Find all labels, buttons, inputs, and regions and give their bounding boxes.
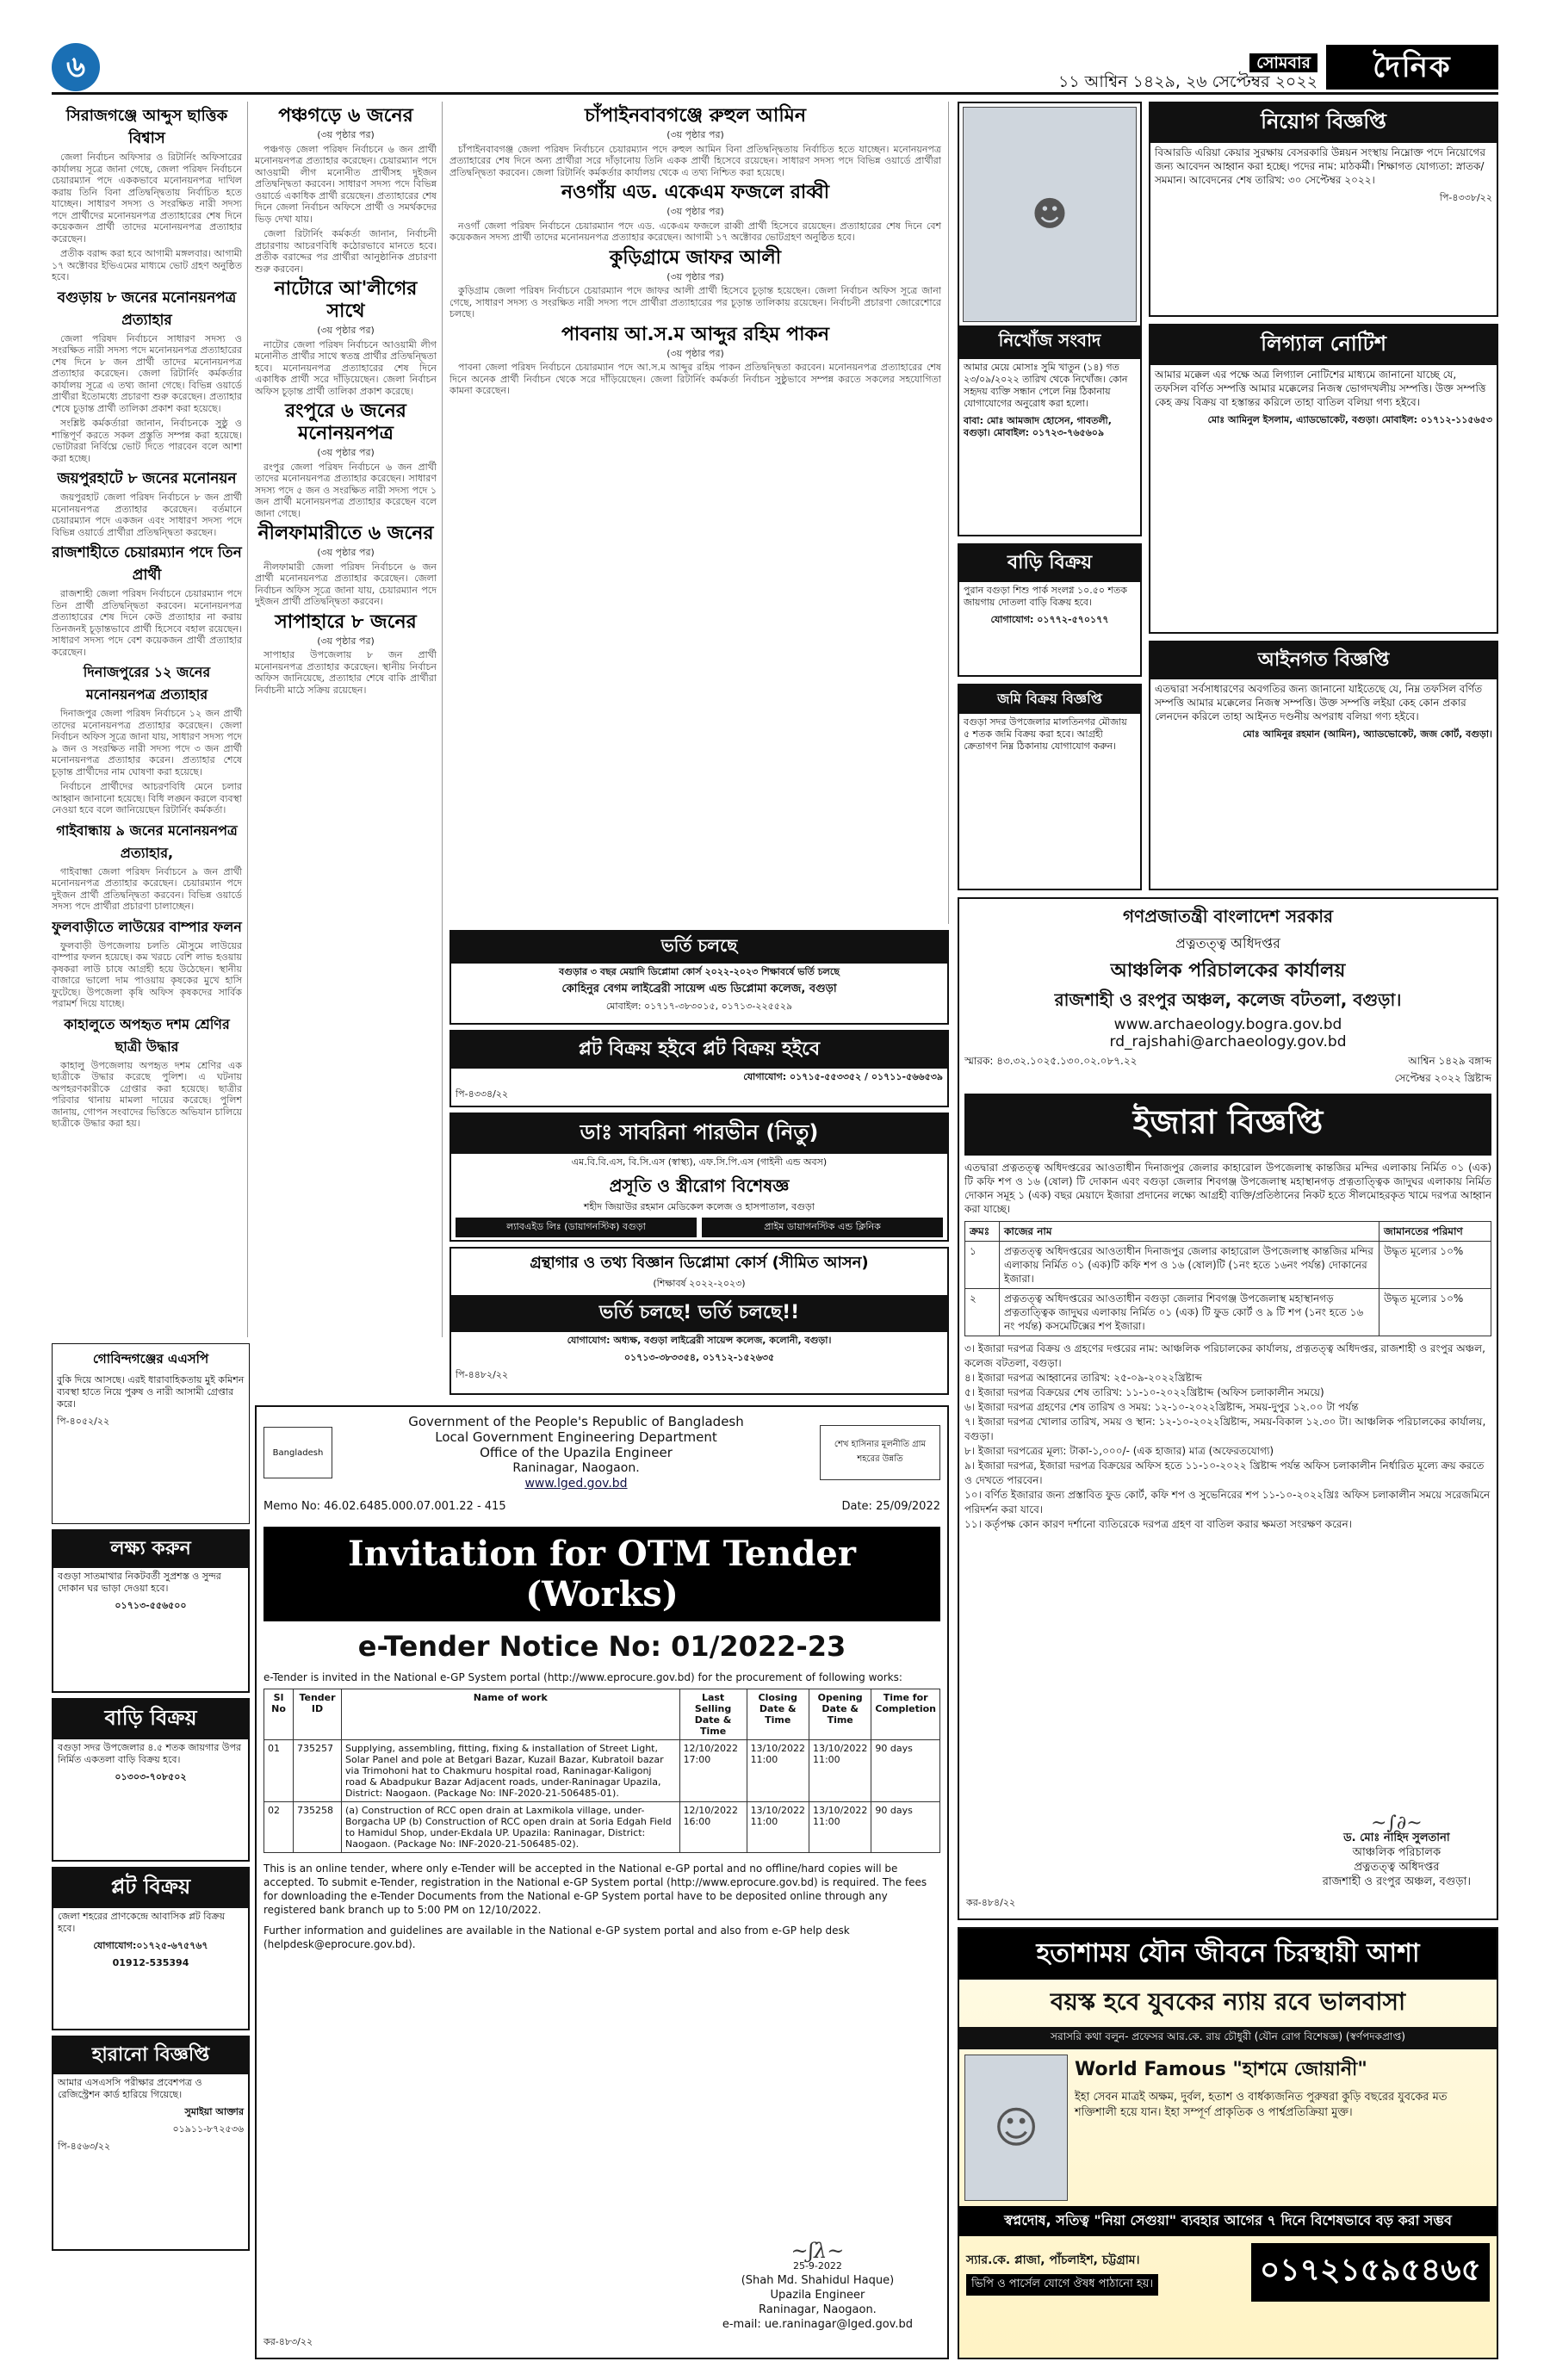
ad-headline-2: বয়স্ক হবে যুবকের ন্যায় রবে ভালবাসা (1050, 1987, 1406, 2016)
region-label: রাজশাহী ও রংপুর অঞ্চল, কলেজ বটতলা, বগুড়া। (1054, 989, 1402, 1010)
ad-text: আমার এসএসসি পরীক্ষার প্রবেশপত্র ও রেজিস্ট্রেশন কার্ড হারিয়ে গিয়েছে। (58, 2077, 202, 2100)
continued-label: (৩য় পৃষ্ঠার পর) (317, 635, 375, 647)
ad-text: বিআরডি এরিয়া কেয়ার সুরক্ষায় বেসরকারি উন্নয়ন সংস্থায় নিম্নোক্ত পদে নিয়োগের জন্য আবেদন আহ্বান করা হচ্ছে। পদের নাম: মাঠকর্মী। শিক্ষাগত যোগ্যতা: স্নাতক/সমমান। আবেদনের শেষ তারিখ: ৩০ সেপ্টেম্বর ২০২২। (1155, 146, 1485, 186)
ad-text: বগুড়া সদর উপজেলার মালতিনগর মৌজায় ৫ শতক জমি বিক্রয় করা হবে। আগ্রহী ক্রেতাগণ নিম্ন ঠিকানায় যোগাযোগ করুন। (964, 716, 1127, 752)
table-header: ক্রমঃ (965, 1222, 1000, 1242)
ad-title: প্লট বিক্রয় হইবে প্লট বিক্রয় হইবে (451, 1032, 947, 1069)
classified-ad (52, 1343, 250, 1524)
signature-mark: ~∫∂~ (1370, 1813, 1423, 1834)
table-cell: উদ্ধৃত মূল্যের ১০% (1380, 1242, 1491, 1289)
ad-title: প্লট বিক্রয় (53, 1869, 248, 1908)
headline: কুড়িগ্রামে জাফর আলী (609, 246, 782, 269)
list-item: ১১। কর্তৃপক্ষ কোন কারণ দর্শানো ব্যতিরেকে দরপত্র গ্রহণ বা বাতিল করার ক্ষমতা সংরক্ষণ করেন। (964, 1518, 1352, 1530)
ad-phone: ০১৯১১-৮৭২৫৩৬ (172, 2123, 244, 2135)
continued-label: (৩য় পৃষ্ঠার পর) (666, 347, 724, 359)
continued-label: (৩য় পৃষ্ঠার পর) (317, 547, 375, 558)
page-number-badge: ৬ (52, 43, 100, 91)
mujib-logo: শেখ হাসিনার মূলনীতি গ্রাম শহরের উন্নতি (820, 1425, 940, 1480)
date-label: ১১ আশ্বিন ১৪২৯, ২৬ সেপ্টেম্বর ২০২২ (1057, 72, 1318, 91)
table-header: Closing Date & Time (747, 1689, 809, 1740)
signer-place: Raninagar, Naogaon. (759, 2303, 877, 2316)
headline: দিনাজপুরের ১২ জনের মনোনয়নপত্র প্রত্যাহার (83, 664, 211, 703)
headline: গাইবান্ধায় ৯ জনের মনোনয়নপত্র প্রত্যাহার, (56, 821, 238, 861)
legal-notice-ad (1149, 324, 1498, 634)
headline: রাজশাহীতে চেয়ারম্যান পদে তিন প্রার্থী (52, 544, 242, 584)
ad-address: স্যার.কে. প্লাজা, পাঁচলাইশ, চট্টগ্রাম। (966, 2253, 1140, 2267)
ad-ref: পি-৪৩৩৪/২২ (456, 1088, 509, 1100)
ad-phone: ০১৩০৩-৭০৮৫০২ (115, 1771, 187, 1782)
table-cell: 13/10/2022 11:00 (809, 1740, 871, 1802)
ad-phone: যোগাযোগ: ০১৭৭২-৫৭০১৭৭ (990, 614, 1109, 625)
ad-text: পুরান বগুড়া শিশু পার্ক সংলগ্ন ১০.৫০ শতক জায়গায় দোতলা বাড়ি বিক্রয় হবে। (964, 585, 1127, 608)
gov-label: Government of the People's Republic of Bangladesh (408, 1414, 744, 1429)
doctor-specialty: প্রসূতি ও স্ত্রীরোগ বিশেষজ্ঞ (609, 1175, 790, 1196)
table-cell: 735258 (294, 1802, 342, 1853)
tender-title: Invitation for OTM Tender (Works) (264, 1527, 940, 1621)
tender-notice-number: e-Tender Notice No: 01/2022-23 (357, 1630, 846, 1663)
continued-label: (৩য় পৃষ্ঠার পর) (317, 129, 375, 140)
table-row (965, 1289, 1491, 1336)
headline: বগুড়ায় ৮ জনের মনোনয়নপত্র প্রত্যাহার (57, 288, 237, 329)
table-header: জামানতের পরিমাণ (1380, 1222, 1491, 1242)
ad-session: (শিক্ষাবর্ষ ২০২২-২০২৩) (653, 1278, 746, 1289)
list-item: ৩। ইজারা দরপত্র বিক্রয় ও গ্রহণের দপ্তরের নাম: আঞ্চলিক পরিচালকের কার্যালয়, প্রত্নতত্ত্ব অধিদপ্তর, রাজশাহী ও রংপুর অঞ্চল, কলেজ বটতলা, বগুড়া। (964, 1342, 1485, 1369)
continued-label: (৩য় পৃষ্ঠার পর) (666, 206, 724, 217)
ad-text: আমার মক্কেল এর পক্ষে অত্র লিগ্যাল নোটিশের মাধ্যমে জানানো যাচ্ছে যে, তফসিল বর্ণিত সম্পত্তি আমার মক্কেলের নিজস্ব ভোগদখলীয় সম্পত্তি। উক্ত সম্পত্তি কেহ ক্রয় বিক্রয় বা হস্তান্তর করিলে তাহা বাতিল বলিয়া গণ্য হইবে। (1155, 369, 1486, 408)
office-label: আঞ্চলিক পরিচালকের কার্যালয় (1110, 960, 1346, 982)
table-cell: 01 (264, 1740, 294, 1802)
ad-phone: 01912-535394 (112, 1957, 189, 1968)
news-column-1: সিরাজগঞ্জে আব্দুস ছাত্তিক বিশ্বাস জেলা নির্বাচন অফিসার ও রিটার্নিং অফিসারের কার্যালয় সূত্রে জানা গেছে, জেলা পরিষদ নির্বাচনে চেয়ারম্যান পদে এককভাবে মনোনয়নপত্র দাখিল করায় তিনি বিনা প্রতিদ্বন্দ্বিতায় নির্বাচিত হতে যাচ্ছেন। সাধারণ সদস্য ও সংরক্ষিত নারী সদস্য পদে প্রার্থীদের মনোনয়নপত্র প্রত্যাহারের শেষ দিনে কয়েকজন প্রার্থী তাদের মনোনয়নপত্র প্রত্যাহার করেছেন। প্রতীক বরাদ্দ করা হবে আগামী মঙ্গলবার। আগামী ১৭ অক্টোবর ইভিএমের মাধ্যমে ভোট গ্রহণ অনুষ্ঠিত হবে। বগুড়ায় ৮ জনের মনোনয়নপত্র প্রত্যাহার জেলা পরিষদ নির্বাচনে সাধারণ সদস্য ও সংরক্ষিত নারী সদস্য পদে মনোনয়নপত্র প্রত্যাহারের শেষ দিনে ৮ জন প্রার্থী তাদের মনোনয়নপত্র প্রত্যাহার করেছেন। জেলা রিটার্নিং কর্মকর্তার কার্যালয় সূত্রে এ তথ্য জানা গেছে। বিভিন্ন ওয়ার্ডে প্রার্থীরা ইতোমধ্যে প্রচারণা শুরু করেছেন। প্রত্যাহার শেষে চূড়ান্ত প্রার্থী তালিকা প্রকাশ করা হয়েছে। সংশ্লিষ্ট কর্মকর্তারা জানান, নির্বাচনকে সুষ্ঠু ও শান্তিপূর্ণ করতে সকল প্রস্তুতি সম্পন্ন করা হয়েছে। ভোটাররা নির্বিঘ্নে ভোট দিতে পারবেন বলে আশা করা হচ্ছে। জয়পুরহাটে ৮ জনের মনোনয়ন জয়পুরহাট জেলা পরিষদ নির্বাচনে ৮ জন প্রার্থী মনোনয়নপত্র প্রত্যাহার করেছেন। বর্তমানে চেয়ারম্যান পদে একজন এবং সাধারণ সদস্য পদে বিভিন্ন ওয়ার্ডে প্রার্থীরা প্রতিদ্বন্দ্বিতা করছেন। রাজশাহীতে চেয়ারম্যান পদে তিন প্রার্থী রাজশাহী জেলা পরিষদ নির্বাচনে চেয়ারম্যান পদে তিন প্রার্থী প্রতিদ্বন্দ্বিতা করবেন। মনোনয়নপত্র প্রত্যাহারের শেষ দিনে কেউ প্রত্যাহার না করায় তিনজনই চূড়ান্তভাবে প্রার্থী হিসেবে বহাল রয়েছেন। সাধারণ সদস্য পদে বেশ কয়েকজন প্রার্থী প্রত্যাহার করেছেন। দিনাজপুরের ১২ জনের মনোনয়নপত্র প্রত্যাহার দিনাজপুর জেলা পরিষদ নির্বাচনে ১২ জন প্রার্থী তাদের মনোনয়নপত্র প্রত্যাহার করেছেন। জেলা নির্বাচন অফিস সূত্রে জানা যায়, সাধারণ সদস্য পদে ৯ জন ও সংরক্ষিত নারী সদস্য পদে ৩ জন প্রার্থী মনোনয়নপত্র প্রত্যাহার করেন। প্রত্যাহার শেষে চূড়ান্ত প্রার্থীদের নাম ঘোষণা করা হয়েছে। নির্বাচনে প্রার্থীদের আচরণবিধি মেনে চলার আহ্বান জানানো হয়েছে। বিধি লঙ্ঘন করলে ব্যবস্থা নেওয়া হবে বলে জানিয়েছেন রিটার্নিং কর্মকর্তা। গাইবান্ধায় ৯ জনের মনোনয়নপত্র প্রত্যাহার, গাইবান্ধা জেলা পরিষদ নির্বাচনে ৯ জন প্রার্থী মনোনয়নপত্র প্রত্যাহার করেছেন। চেয়ারম্যান পদে দুইজন প্রার্থী প্রতিদ্বন্দ্বিতা করবেন। বিভিন্ন ওয়ার্ডে সদস্য পদে প্রার্থীরা প্রচারণা চালাচ্ছেন। ফুলবাড়ীতে লাউয়ের বাম্পার ফলন ফুলবাড়ী উপজেলায় চলতি মৌসুমে লাউয়ের বাম্পার ফলন হয়েছে। কম খরচে বেশি লাভ হওয়ায় কৃষকরা লাউ চাষে আগ্রহী হয়ে উঠেছেন। স্থানীয় বাজারে ভালো দাম পাওয়ায় কৃষকের মুখে হাসি ফুটেছে। উপজেলা কৃষি অফিস কৃষকদের সার্বিক পরামর্শ দিয়ে যাচ্ছে। কাহালুতে অপহৃত দশম শ্রেণির ছাত্রী উদ্ধার কাহালু উপজেলায় অপহৃত দশম শ্রেণির এক ছাত্রীকে উদ্ধার করেছে পুলিশ। এ ঘটনায় অপহরণকারীকে গ্রেপ্তার করা হয়েছে। ছাত্রীর পরিবার থানায় মামলা দায়ের করেছে। পুলিশ জানায়, গোপন সংবাদের ভিত্তিতে অভিযান চালিয়ে ছাত্রীকে উদ্ধার করা হয়। (52, 102, 248, 1337)
headline: সিরাজগঞ্জে আব্দুস ছাত্তিক বিশ্বাস (65, 107, 228, 147)
memo-number: স্মারক: ৪৩.৩২.১০২৫.১৩০.০২.০৮৭.২২ (964, 1055, 1138, 1067)
house-sale-ad (958, 543, 1142, 677)
date-bangla: আশ্বিন ১৪২৯ বঙ্গাব্দ (1408, 1055, 1491, 1067)
doctor-hospital: শহীদ জিয়াউর রহমান মেডিকেল কলেজ ও হাসপাতাল, বগুড়া (584, 1201, 815, 1212)
headline: জয়পুরহাটে ৮ জনের মনোনয়ন (57, 470, 237, 487)
ad-contact: বাবা: মোঃ আমজাদ হোসেন, গাবতলী, বগুড়া। মোবাইল: ০১৭২৩-৭৬৫৬০৯ (964, 415, 1112, 438)
ad-text: বগুড়ার ৩ বছর মেয়াদি ডিপ্লোমা কোর্স ২০২২-২০২৩ শিক্ষাবর্ষে ভর্তি চলছে (559, 966, 840, 977)
ad-phone: মোবাইল: ০১৭১৭-৩৮৩০১৫, ০১৭১৩-২২৫৫২৯ (605, 1001, 793, 1012)
signer-title: প্রত্নতত্ত্ব অধিদপ্তর (1354, 1861, 1440, 1874)
newspaper-masthead: দৈনিক (1326, 45, 1498, 90)
left-ads-stack (52, 1343, 250, 2359)
headline: রংপুরে ৬ জনের মনোনয়নপত্র (285, 400, 406, 444)
doctor-ad (450, 1113, 949, 1242)
headline: নাটোরে আ'লীগের সাথে (274, 278, 418, 322)
table-cell: 13/10/2022 11:00 (747, 1740, 809, 1802)
land-sale-ad (958, 684, 1142, 890)
continued-label: (৩য় পৃষ্ঠার পর) (317, 325, 375, 336)
lease-notice (958, 897, 1498, 1920)
ad-sign: মোঃ আমিনুর রহমান (আমিন), অ্যাডভোকেট, জজ কোর্ট, বগুড়া। (1243, 728, 1492, 740)
signer-title: আঞ্চলিক পরিচালক (1352, 1846, 1442, 1859)
ad-banner: ভর্তি চলছে! ভর্তি চলছে!! (451, 1295, 947, 1332)
signature-mark: ~ʃλ~ (790, 2239, 845, 2263)
table-cell: 13/10/2022 11:00 (809, 1802, 871, 1853)
ad-ref: পি-৪৫৬৩/২২ (58, 2141, 111, 2152)
classified-ad (52, 2036, 250, 2251)
sign-date: 25-9-2022 (792, 2260, 842, 2272)
website-link[interactable]: www.archaeology.bogra.gov.bd (1113, 1016, 1342, 1033)
table-cell: ১ (965, 1242, 1000, 1289)
classified-ad (52, 1698, 250, 1862)
headline: নীলফামারীতে ৬ জনের (257, 523, 434, 544)
table-row (264, 1740, 940, 1802)
email-link[interactable]: e-mail: ue.raninagar@lged.gov.bd (722, 2318, 913, 2331)
table-header: কাজের নাম (1000, 1222, 1380, 1242)
ad-title: ভর্তি চলছে (451, 932, 947, 964)
news-column-3: চাঁপাইনবাবগঞ্জে রুহুল আমিন (৩য় পৃষ্ঠার পর) চাঁপাইনবাবগঞ্জ জেলা পরিষদ নির্বাচনে চেয়ারম্যান পদে রুহুল আমিন বিনা প্রতিদ্বন্দ্বিতায় নির্বাচিত হতে যাচ্ছেন। মনোনয়নপত্র প্রত্যাহারের শেষ দিনে অন্য প্রার্থীরা সরে দাঁড়ানোয় তিনি একক প্রার্থী হিসেবে রয়েছেন। সাধারণ সদস্য পদে বিভিন্ন ওয়ার্ডে প্রার্থীরা প্রতিদ্বন্দ্বিতা করবেন। জেলা রিটার্নিং কর্মকর্তার কার্যালয় থেকে এ তথ্য নিশ্চিত করা হয়েছে। নওগাঁয় এড. একেএম ফজলে রাব্বী (৩য় পৃষ্ঠার পর) নওগাঁ জেলা পরিষদ নির্বাচনে চেয়ারম্যান পদে এড. একেএম ফজলে রাব্বী প্রার্থী হিসেবে রয়েছেন। প্রত্যাহারের শেষ দিনে বেশ কয়েকজন সদস্য প্রার্থী তাদের মনোনয়নপত্র প্রত্যাহার করেছেন। আগামী ১৭ অক্টোবর ভোটগ্রহণ অনুষ্ঠিত হবে। কুড়িগ্রামে জাফর আলী (৩য় পৃষ্ঠার পর) কুড়িগ্রাম জেলা পরিষদ নির্বাচনে চেয়ারম্যান পদে জাফর আলী প্রার্থী হিসেবে চূড়ান্ত হয়েছেন। জেলা নির্বাচন অফিস সূত্রে জানা গেছে, সাধারণ সদস্য ও সংরক্ষিত নারী সদস্য পদে প্রার্থীরা প্রত্যাহারের পর চূড়ান্ত তালিকায় রয়েছেন। নির্বাচনী প্রচারণা জোরেশোরে চলছে। পাবনায় আ.স.ম আব্দুর রহিম পাকন (৩য় পৃষ্ঠার পর) পাবনা জেলা পরিষদ নির্বাচনে চেয়ারম্যান পদে আ.স.ম আব্দুর রহিম পাকন প্রতিদ্বন্দ্বিতা করবেন। মনোনয়নপত্র প্রত্যাহারের শেষ দিনে অনেক প্রার্থী নির্বাচন থেকে সরে দাঁড়িয়েছেন। জেলা রিটার্নিং কর্মকর্তা নির্বাচন সুষ্ঠুভাবে সম্পন্ন করতে সকলের সহযোগিতা কামনা করেছেন। (450, 102, 949, 924)
notice-title: ইজারা বিজ্ঞপ্তি (964, 1094, 1491, 1156)
table-header: Opening Date & Time (809, 1689, 871, 1740)
law-notice-ad (1149, 641, 1498, 890)
table-row (264, 1802, 940, 1853)
ad-title: জমি বিক্রয় বিজ্ঞপ্তি (959, 685, 1140, 714)
table-cell: 735257 (294, 1740, 342, 1802)
table-cell: ২ (965, 1289, 1000, 1336)
table-header: Time for Completion (871, 1689, 940, 1740)
list-item: ৬। ইজারা দরপত্র গ্রহণের শেষ তারিখ ও সময়: ১২-১০-২০২২খ্রিষ্টাব্দ, সময়-দুপুর ১২.০০ টা পর্যন্ত (964, 1401, 1359, 1413)
signer-title: Upazila Engineer (770, 2289, 865, 2302)
job-notice-ad (1149, 102, 1498, 317)
website-link[interactable]: www.lged.gov.bd (524, 1477, 628, 1491)
ad-text: জেলা শহরের প্রাণকেন্দ্রে আবাসিক প্লট বিক্রয় হবে। (58, 1911, 226, 1934)
table-cell: 90 days (871, 1740, 940, 1802)
ad-title: লক্ষ্য করুন (53, 1531, 248, 1568)
ad-title: নিয়োগ বিজ্ঞপ্তি (1150, 103, 1497, 143)
classified-ad (52, 1867, 250, 2030)
doctor-degree: এম.বি.বি.এস, বি.সি.এস (স্বাস্থ্য), এফ.সি.পি.এস (গাইনী এন্ড অবস) (571, 1156, 828, 1168)
table-row (965, 1242, 1491, 1289)
notice-intro: এতদ্বারা প্রত্নতত্ত্ব অধিদপ্তরের আওতাধীন দিনাজপুর জেলার কাহারোল উপজেলাস্থ কান্তজির মন্দির এলাকায় নির্মিত ০১ (এক) টি কফি শপ ও ১৬ (ষোল) টি দোকান এবং বগুড়া জেলার শিবগঞ্জ উপজেলাস্থ মহাস্থানগড় প্রত্নতাত্ত্বিক জাদুঘর এলাকায় নির্মিত দোকান সমূহ ১ (এক) বছর মেয়াদে ইজারা প্রদানের লক্ষ্যে আগ্রহী ব্যক্তি/প্রতিষ্ঠানের নিকট হতে সীলমোহরকৃত খামে দরপত্র আহ্বান করা যাচ্ছে। (964, 1162, 1491, 1215)
ad-title: লিগ্যাল নোটিশ (1150, 325, 1497, 365)
ad-title: গ্রন্থাগার ও তথ্য বিজ্ঞান ডিপ্লোমা কোর্স (সীমিত আসন) (530, 1254, 869, 1272)
table-cell: 90 days (871, 1802, 940, 1853)
list-item: ৫। ইজারা দরপত্র বিক্রয়ের শেষ তারিখ: ১১-১০-২০২২খ্রিষ্টাব্দ (অফিস চলাকালীন সময়ে) (964, 1386, 1324, 1398)
ad-text: বগুড়া সাতমাথার নিকটবর্তী সুপ্রশস্ত ও সুন্দর দোকান ঘর ভাড়া দেওয়া হবে। (58, 1571, 221, 1594)
ad-sign: মোঃ আমিনুল ইসলাম, এ্যাডভোকেট, বগুড়া। মোবাইল: ০১৭১২-১১৫৬৫৩ (1207, 414, 1492, 425)
signer-name: (Shah Md. Shahidul Haque) (741, 2274, 895, 2287)
list-item: ৭। ইজারা দরপত্র খোলার তারিখ, সময় ও স্থান: ১২-১০-২০২২খ্রিষ্টাব্দ, সময়-বিকাল ১২.৩০ টা। আঞ্চলিক পরিচালকের কার্যালয়, বগুড়া। (964, 1416, 1486, 1442)
tender-notice (255, 1405, 949, 2359)
ad-contact: যোগাযোগ: অধ্যক্ষ, বগুড়া লাইব্রেরী সায়েন্স কলেজ, কলোনী, বগুড়া। (567, 1335, 832, 1346)
ad-ref: পি-৪০৫২/২২ (57, 1416, 110, 1427)
ad-title: হারানো বিজ্ঞপ্তি (53, 2037, 248, 2074)
headline: চাঁপাইনবাবগঞ্জে রুহুল আমিন (584, 105, 806, 127)
continued-label: (৩য় পৃষ্ঠার পর) (666, 270, 724, 282)
place-label: Raninagar, Naogaon. (512, 1461, 640, 1475)
table-cell: প্রত্নতত্ত্ব অধিদপ্তরের আওতাধীন দিনাজপুর জেলার কাহারোল উপজেলাস্থ কান্তজির মন্দির এলাকায় নির্মিত ০১ (এক)টি কফি শপ ও ১৬ (ষোল)টি (১নং হতে ১৬নং পর্যন্ত) দোকানের ইজারা। (1000, 1242, 1380, 1289)
health-product-ad (958, 1927, 1498, 2359)
ad-phone: ০১৭১৩-৫৫৬৫০০ (115, 1600, 187, 1611)
ad-consult: সরাসরি কথা বলুন- প্রফেসর আর.কে. রায় চৌধুরী (যৌন রোগ বিশেষজ্ঞ) (স্বর্ণপদকপ্রাপ্ত) (959, 2027, 1497, 2049)
table-header: Last Selling Date & Time (679, 1689, 747, 1740)
classified-ad (52, 1529, 250, 1693)
continued-label: (৩য় পৃষ্ঠার পর) (666, 129, 724, 140)
ad-phone: যোগাযোগ: ০১৭১৫-৫৫৩৩৫২ / ০১৭১১-৫৬৬৫৩৯ (743, 1071, 943, 1082)
ad-headline: হতাশাময় যৌন জীবনে চিরস্থায়ী আশা (959, 1929, 1497, 1980)
product-name: World Famous "হাশমে জোয়ানী" (1075, 2059, 1367, 2080)
signer-name: ড. মোঃ নাহিদ সুলতানা (1343, 1831, 1450, 1844)
admission-ad (450, 1247, 949, 1395)
doctor-name: ডাঃ সাবরিনা পারভীন (নিতু) (451, 1114, 947, 1154)
lease-table (964, 1221, 1491, 1336)
ad-ref: কর-৪৮৩/২২ (264, 2336, 313, 2347)
table-header: Sl No (264, 1689, 294, 1740)
email-link[interactable]: rd_rajshahi@archaeology.gov.bd (1109, 1033, 1347, 1051)
admission-ad (450, 930, 949, 1025)
ad-title: আইনগত বিজ্ঞপ্তি (1150, 642, 1497, 679)
dept-label: প্রত্নতত্ত্ব অধিদপ্তর (1175, 935, 1280, 951)
table-cell: 12/10/2022 16:00 (679, 1802, 747, 1853)
dept-label: Local Government Engineering Department (435, 1429, 717, 1445)
ad-courier: ভিপি ও পার্সেল যোগে ঔষধ পাঠানো হয়। (966, 2274, 1158, 2296)
ad-ref: কর-৪৮৪/২২ (966, 1897, 1016, 1908)
ad-phone: ০১৭১৩-৩৮৩৩৫৪, ০১৭১২-১৫২৬৩৫ (623, 1352, 775, 1363)
ad-college: কোহিনুর বেগম লাইব্রেরী সায়েন্স এন্ড ডিপ্লোমা কলেজ, বগুড়া (561, 982, 837, 995)
lged-logo: Bangladesh (264, 1427, 332, 1478)
headline: সাপাহারে ৮ জনের (275, 610, 417, 633)
date-gregorian: সেপ্টেম্বর ২০২২ খ্রিষ্টাব্দ (1394, 1072, 1491, 1084)
news-column-2: পঞ্চগড়ে ৬ জনের (৩য় পৃষ্ঠার পর) পঞ্চগড় জেলা পরিষদ নির্বাচনে ৬ জন প্রার্থী মনোনয়নপত্র প্রত্যাহার করেছেন। চেয়ারম্যান পদে আওয়ামী লীগ মনোনীত প্রার্থীসহ দুইজন প্রতিদ্বন্দ্বিতা করবেন। সাধারণ সদস্য পদে বিভিন্ন ওয়ার্ডে একাধিক প্রার্থী রয়েছেন। প্রত্যাহারের শেষ দিনে জেলা নির্বাচন অফিসে প্রার্থী ও সমর্থকদের ভিড় দেখা যায়। জেলা রিটার্নিং কর্মকর্তা জানান, নির্বাচনী প্রচারণায় আচরণবিধি কঠোরভাবে মানতে হবে। প্রতীক বরাদ্দের পর প্রার্থীরা আনুষ্ঠানিক প্রচারণা শুরু করবেন। নাটোরে আ'লীগের সাথে (৩য় পৃষ্ঠার পর) নাটোর জেলা পরিষদ নির্বাচনে আওয়ামী লীগ মনোনীত প্রার্থীর সাথে স্বতন্ত্র প্রার্থীর প্রতিদ্বন্দ্বিতা হবে। মনোনয়নপত্র প্রত্যাহারের শেষ দিনে একাধিক প্রার্থী সরে দাঁড়িয়েছেন। জেলা নির্বাচন অফিস চূড়ান্ত প্রার্থী তালিকা প্রকাশ করেছে। রংপুরে ৬ জনের মনোনয়নপত্র (৩য় পৃষ্ঠার পর) রংপুর জেলা পরিষদ নির্বাচনে ৬ জন প্রার্থী তাদের মনোনয়নপত্র প্রত্যাহার করেছেন। সাধারণ সদস্য পদে ৫ জন ও সংরক্ষিত নারী সদস্য পদে ১ জন প্রার্থী মনোনয়নপত্র প্রত্যাহার করেছেন বলে জানা গেছে। নীলফামারীতে ৬ জনের (৩য় পৃষ্ঠার পর) নীলফামারী জেলা পরিষদ নির্বাচনে ৬ জন প্রার্থী মনোনয়নপত্র প্রত্যাহার করেছেন। জেলা নির্বাচন অফিস সূত্রে জানা যায়, চেয়ারম্যান পদে দুইজন প্রার্থী প্রতিদ্বন্দ্বিতা করবেন। সাপাহারে ৮ জনের (৩য় পৃষ্ঠার পর) সাপাহার উপজেলায় ৮ জন প্রার্থী মনোনয়নপত্র প্রত্যাহার করেছেন। স্থানীয় নির্বাচন অফিস জানিয়েছে, প্রত্যাহার শেষে বাকি প্রার্থীরা নির্বাচনী মাঠে সক্রিয় রয়েছেন। (255, 102, 443, 1337)
headline: পঞ্চগড়ে ৬ জনের (278, 105, 413, 127)
list-item: ১০। বর্ণিত ইজারার জন্য প্রস্তাবিত ফুড কোর্ট, কফি শপ ও সুভেনিরের শপ ১১-১০-২০২২খ্রিঃ অফিস চলাকালীন সময়ে সরেজমিনে পরিদর্শন করা যাবে। (964, 1489, 1491, 1515)
table-cell: প্রত্নতত্ত্ব অধিদপ্তরের আওতাধীন বগুড়া জেলার শিবগঞ্জ উপজেলাস্থ মহাস্থানগড় প্রত্নতাত্ত্বিক জাদুঘর এলাকায় নির্মিত ০১ (এক) টি ফুড কোর্ট ও ৯ টি শপ (১নং হতে ১৬ নং পর্যন্ত) কসমেটিক্সের শপ ইজারা। (1000, 1289, 1380, 1336)
tender-intro: e-Tender is invited in the National e-GP System portal (http://www.eprocure.gov.bd) for the procurement of following works: (264, 1671, 902, 1683)
missing-person-ad (958, 102, 1142, 536)
ad-ref: পি-৪৪৮২/২২ (456, 1369, 509, 1380)
signer-title: রাজশাহী ও রংপুর অঞ্চল, বগুড়া। (1322, 1875, 1471, 1888)
ad-name: সুমাইয়া আক্তার (184, 2106, 244, 2117)
ad-phone: ০১৭২১৫৯৫৪৬৫ (1251, 2243, 1490, 2302)
table-cell: (a) Construction of RCC open drain at Laxmikola village, under-Borgacha UP (b) Construction of RCC open drain at Soria Edgah Field to Hamidul Shop, under-Ekdala UP. Upazila: Raninagar, District: Naogaon. (Package No: INF-2020-21-506485-02). (342, 1802, 680, 1853)
page-header (52, 43, 1498, 95)
headline: পাবনায় আ.স.ম আব্দুর রহিম পাকন (561, 323, 829, 345)
chamber-label: ল্যাবএইড লিঃ (ডায়াগনস্টিক) বগুড়া (456, 1218, 697, 1237)
list-item: ৮। ইজারা দরপত্রের মূল্য: টাকা-১,০০০/- (এক হাজার) মাত্র (অফেরতযোগ্য) (964, 1445, 1274, 1457)
headline: ফুলবাড়ীতে লাউয়ের বাম্পার ফলন (52, 918, 242, 935)
table-cell: 12/10/2022 17:00 (679, 1740, 747, 1802)
ad-body: ইহা সেবন মাত্রই অক্ষম, দুর্বল, হতাশ ও বার্ধক্যজনিত পুরুষরা কুড়ি বছরের যুবকের মত শক্তিশালী হয়ে যান। ইহা সম্পূর্ণ প্রাকৃতিক ও পার্শ্বপ্রতিক্রিয়া মুক্ত। (1075, 2091, 1448, 2119)
ad-title: গোবিন্দগঞ্জের এএসপি (92, 1351, 209, 1367)
doctor-photo: ☺ (964, 2055, 1068, 2201)
date-label: Date: 25/09/2022 (841, 1500, 940, 1513)
table-header: Name of work (342, 1689, 680, 1740)
gov-label: গণপ্রজাতন্ত্রী বাংলাদেশ সরকার (1123, 906, 1333, 927)
mid-ads-stack (450, 930, 949, 1399)
headline: কাহালুতে অপহৃত দশম শ্রেণির ছাত্রী উদ্ধার (64, 1015, 230, 1055)
table-header: Tender ID (294, 1689, 342, 1740)
tender-note: This is an online tender, where only e-Tender will be accepted in the National e-GP portal and no offline/hard copies will be accepted. To submit e-Tender, registration in the National e-GP System portal (http://www.eprocure.gov.bd) is required. The fees for downloading the e-Tender Documents from the National e-GP System portal have to be deposited online through any registered bank branch up to 5:00 PM on 12/10/2022. (264, 1862, 927, 1916)
headline: নওগাঁয় এড. একেএম ফজলে রাব্বী (561, 182, 830, 203)
continued-label: (৩য় পৃষ্ঠার পর) (317, 447, 375, 458)
ad-text: বুকি দিয়ে আসছে। এরই ধারাবাহিকতায় মুই কমিশন ব্যবস্থা হাতে নিয়ে পুরুষ ও নারী আসামী গ্রেপ্তার করে। (57, 1374, 245, 1410)
ad-phone: যোগাযোগ:০১৭২৫-৬৭৫৭৬৭ (93, 1940, 208, 1951)
chamber-label: প্রাইম ডায়াগনস্টিক এন্ড ক্লিনিক (702, 1218, 943, 1237)
table-cell: উদ্ধৃত মূল্যের ১০% (1380, 1289, 1491, 1336)
ad-ref: পি-৪৩৩৮/২২ (1439, 192, 1492, 203)
table-cell: Supplying, assembling, fitting, fixing & installation of Street Light, Solar Panel and pole at Betgari Bazar, Kuzail Bazar, Kubratoil bazar via Trimohoni hat to Chakmuru hospital road, Raninagar-Kaligonj road & Abadpukur Bazar Adjacent roads, under-Raninagar Upazila, District: Naogaon. (Package No: INF-2020-21-506485-01). (342, 1740, 680, 1802)
tender-note: Further information and guidelines are available in the National e-GP system portal and also from e-GP help desk (helpdesk@eprocure.gov.bd). (264, 1924, 850, 1950)
tender-table (264, 1689, 940, 1853)
list-item: ৪। ইজারা দরপত্র আহ্বানের তারিখ: ২৫-০৯-২০২২খ্রিষ্টাব্দ (964, 1372, 1202, 1384)
list-item: ৯। ইজারা দরপত্র, ইজারা দরপত্র বিক্রয়ের অফিস হতে ১১-১০-২০২২ খ্রিষ্টাব্দ পর্যন্ত অফিস চলাকালীন নির্ধারিত মূল্যে ক্রয় করতে ও দেখতে পারবেন। (964, 1460, 1485, 1486)
person-photo: ☻ (963, 107, 1137, 322)
ad-text: বগুড়া সদর উপজেলার ৪.৫ শতক জায়গার উপর নির্মিত একতলা বাড়ি বিক্রয় হবে। (58, 1742, 242, 1765)
table-cell: 02 (264, 1802, 294, 1853)
table-cell: 13/10/2022 11:00 (747, 1802, 809, 1853)
ad-title: বাড়ি বিক্রয় (959, 545, 1140, 582)
dateline (1058, 53, 1318, 91)
ad-text: এতদ্বারা সর্বসাধারণের অবগতির জন্য জানানো যাইতেছে যে, নিম্ন তফসিল বর্ণিত সম্পত্তি আমার মক্কেলের নিজস্ব সম্পত্তি। উক্ত সম্পত্তি লইয়া কেহ কোন প্রকার লেনদেন করিলে তাহা আইনত দণ্ডনীয় অপরাধ বলিয়া গণ্য হইবে। (1155, 683, 1483, 722)
plot-ad (450, 1030, 949, 1107)
office-label: Office of the Upazila Engineer (480, 1445, 673, 1460)
ad-band: স্বপ্নদোষ, সতিত্ব "নিয়া সেগুয়া" ব্যবহার আগের ৭ দিনে বিশেষভাবে বড় করা সম্ভব (959, 2206, 1497, 2236)
day-label: সোমবার (1249, 53, 1318, 72)
ad-text: আমার মেয়ে মোসাঃ সুমি খাতুন (১৪) গত ২৩/০৯/২০২২ তারিখ থেকে নিখোঁজ। কোন সহৃদয় ব্যক্তি সন্ধান পেলে নিম্ন ঠিকানায় যোগাযোগের অনুরোধ করা হলো। (964, 362, 1128, 409)
ad-title: নিখোঁজ সংবাদ (959, 325, 1140, 359)
ad-title: বাড়ি বিক্রয় (53, 1700, 248, 1739)
memo-number: Memo No: 46.02.6485.000.07.001.22 - 415 (264, 1500, 506, 1513)
